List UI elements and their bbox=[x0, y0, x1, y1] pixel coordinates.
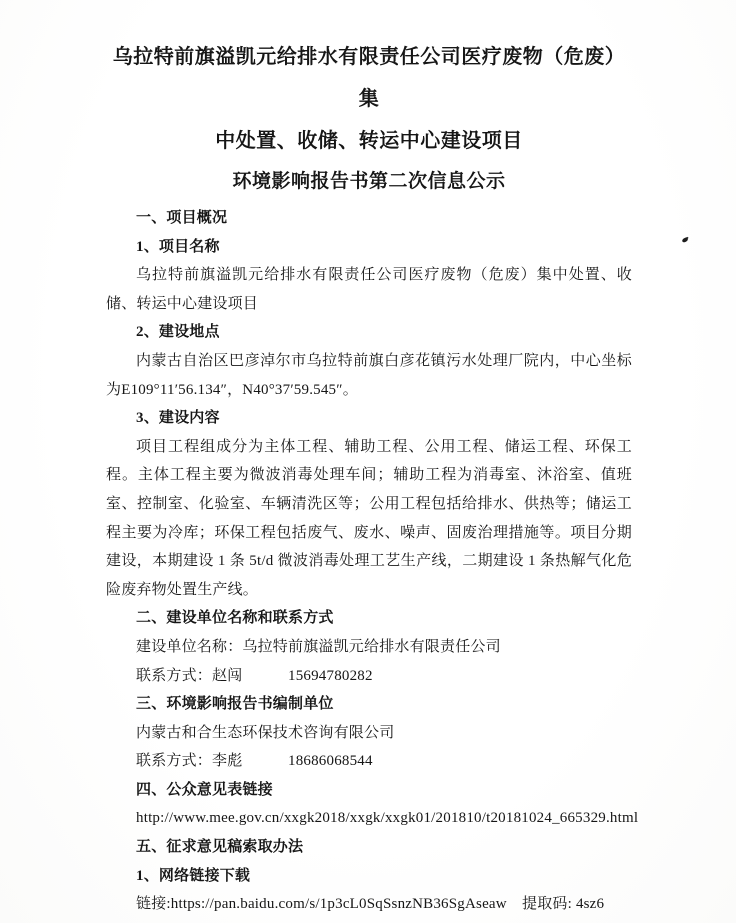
heading-network-download: 1、网络链接下载 bbox=[136, 867, 251, 884]
para-construction-content: 项目工程组成分为主体工程、辅助工程、公用工程、储运工程、环保工程。主体工程主要为微波消毒处理车间；辅助工程为消毒室、沐浴室、值班室、控制室、化验室、车辆清洗区等；公用工程包括给排水、供热等；储运工程主要为冷库；环保工程包括废气、废水、噪声、固废治理措施等。项目分期建设，本期建设 1 条 5t/d 微波消毒处理工艺生产线，二期建设 1 条热解气化危险废弃物处置生产线。 bbox=[106, 438, 632, 598]
line-owner-contact: 联系方式：赵闯 15694780282 bbox=[136, 667, 373, 684]
baidu-pan-download-url: 链接:https://pan.baidu.com/s/1p3cL0SqSsnzNB36SgAseaw 提取码: 4sz6 bbox=[136, 896, 605, 913]
heading-project-name: 1、项目名称 bbox=[136, 238, 220, 255]
para-project-name: 乌拉特前旗溢凯元给排水有限责任公司医疗废物（危废）集中处置、收储、转运中心建设项目 bbox=[106, 267, 632, 312]
comment-form-url: http://www.mee.gov.cn/xxgk2018/xxgk/xxgk01/201810/t20181024_665329.html bbox=[136, 810, 639, 827]
para-construction-site: 内蒙古自治区巴彦淖尔市乌拉特前旗白彦花镇污水处理厂院内，中心坐标为E109°11′56.134″，N40°37′59.545″。 bbox=[106, 352, 632, 398]
line-agency-name: 内蒙古和合生态环保技术咨询有限公司 bbox=[136, 724, 395, 741]
subtitle: 环境影响报告书第二次信息公示 bbox=[232, 171, 506, 192]
document-body bbox=[106, 204, 639, 919]
line-agency-contact: 联系方式：李彪 18686068544 bbox=[136, 753, 373, 770]
heading-comment-form-link: 四、公众意见表链接 bbox=[136, 781, 273, 798]
line-owner-name: 建设单位名称：乌拉特前旗溢凯元给排水有限责任公司 bbox=[136, 638, 501, 655]
document-content bbox=[106, 36, 639, 919]
heading-draft-access-method: 五、征求意见稿索取办法 bbox=[136, 839, 304, 856]
heading-eia-agency: 三、环境影响报告书编制单位 bbox=[136, 696, 334, 713]
scan-ink-speck bbox=[681, 237, 688, 243]
heading-construction-content: 3、建设内容 bbox=[136, 410, 220, 427]
main-title-line-1: 乌拉特前旗溢凯元给排水有限责任公司医疗废物（危废）集 bbox=[112, 46, 626, 110]
heading-project-overview: 一、项目概况 bbox=[136, 210, 228, 226]
main-title bbox=[106, 36, 632, 162]
main-title-line-2: 中处置、收储、转运中心建设项目 bbox=[215, 130, 523, 152]
heading-construction-site: 2、建设地点 bbox=[136, 324, 220, 341]
heading-owner-contact: 二、建设单位名称和联系方式 bbox=[136, 610, 334, 627]
